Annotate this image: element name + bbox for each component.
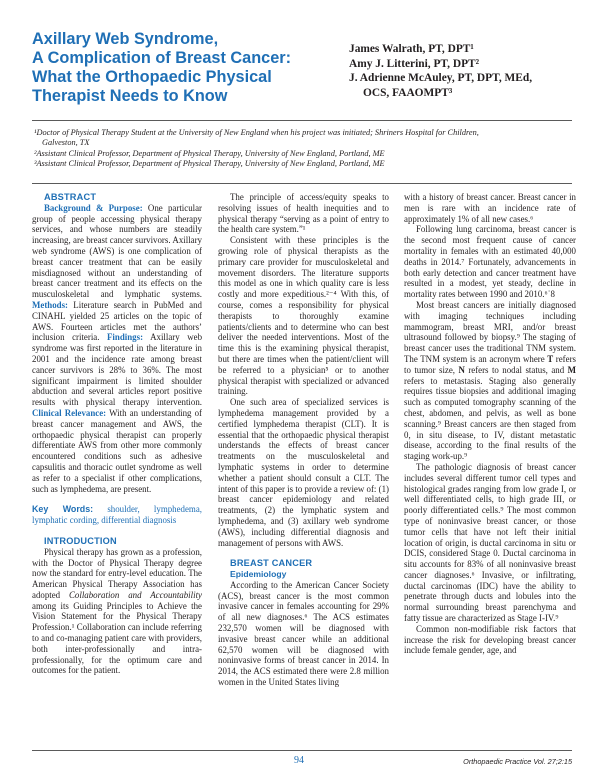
- staging-text-a: Most breast cancers are initially diagnosed with imaging techniques including mammogram, breast MRI, and/or breast ultrasound followed by biopsy.⁹ The staging of breast cancer uses the traditional TNM system. The TNM system is an acronym where: [404, 299, 576, 364]
- page-number: 94: [294, 755, 304, 766]
- body-paragraph: [404, 300, 576, 462]
- body-paragraph: The principle of access/equity speaks to resolving issues of health inequities and to physical therapy “serving as a point of entry to the health care system.”¹: [218, 192, 389, 235]
- body-paragraph: Common non-modifiable risk factors that increase the risk for developing breast cancer include female gender, age, and: [404, 623, 576, 656]
- footer-divider: [32, 750, 572, 751]
- author-1: James Walrath, PT, DPT¹: [349, 43, 474, 55]
- findings-label: Findings:: [107, 332, 144, 343]
- background-text: One particular group of people accessing physical therapy services, and whose numbers are steadily increasing, are breast cancer survivors. Axillary web syndrome (AWS) is one complication of breast cancer treatment that can be easily misdiagnosed without an understanding of breast cancer treatment and its effects on the musculoskeletal and lymphatic systems.: [32, 202, 202, 300]
- title-line: What the Orthopaedic Physical: [32, 68, 272, 86]
- journal-citation: Orthopaedic Practice Vol. 27;2:15: [463, 757, 572, 766]
- clinical-relevance-label: Clinical Relevance:: [32, 407, 107, 418]
- author-3: J. Adrienne McAuley, PT, DPT, MEd,: [349, 72, 533, 85]
- body-paragraph: Following lung carcinoma, breast cancer is the second most frequent cause of cancer mortality in females with an estimated 40,000 deaths in 2014.⁷ Fortunately, advancements in both early detection and cancer treatment have resulted in a modest, yet steady, decline in mortality rates between 1990 and 2010.⁶˙8: [404, 224, 576, 300]
- methods-text: Literature search in PubMed and CINAHL yielded 25 articles on the topic of AWS. Fourteen articles met the authors’ inclusion criteria.: [32, 299, 202, 343]
- keywords-label: Key Words:: [32, 504, 94, 515]
- abstract-paragraph: [32, 203, 202, 495]
- intro-text-b: among its Guiding Principles to Achieve the Vision Statement for the Physical Therapy Profession.¹ Collaboration can include referring to and co-managing patient care with providers, both inter-professionally and intra-professionally, for the optimum care and outcomes for the patient.: [32, 600, 202, 676]
- article-title: [32, 30, 332, 106]
- intro-text-a: Physical therapy has grown as a profession, with the Doctor of Physical Therapy degree now the standard for entry-level education. The American Physical Therapy Association has adopted: [32, 546, 202, 600]
- intro-italic-text: Collaboration and Accountability: [69, 589, 202, 600]
- column-3: [404, 192, 576, 656]
- author-2: Amy J. Litterini, PT, DPT²: [349, 57, 480, 70]
- title-line: Axillary Web Syndrome,: [32, 30, 219, 48]
- introduction-heading: INTRODUCTION: [44, 535, 117, 546]
- body-paragraph: with a history of breast cancer. Breast cancer in men is rare with an incidence rate of approximately 1% of all new cases.⁶: [404, 192, 576, 224]
- affiliation-1-continued: Galveston, TX: [42, 138, 90, 148]
- epidemiology-subheading: Epidemiology: [230, 569, 287, 580]
- body-paragraph: The pathologic diagnosis of breast cancer includes several different tumor cell types and histological grades ranging from low grade I, or well differentiated cells, to high grade III, or poorly differentiated cells.⁹ The most common type of noninvasive breast cancer, or those tumor cells that have not left their initial location of origin, is ductal carcinoma in situ or DCIS, considered Stage 0. Ductal carcinoma in situ accounts for 83% of all noninvasive breast cancer diagnoses.⁶ Invasive, or infiltrating, ductal carcinomas (IDC) have the ability to penetrate through ducts and lobules into the normal surrounding breast parenchyma and fatty tissue are characterized as Stage I-IV.⁹: [404, 461, 576, 624]
- staging-text-b: refers to tumor size,: [404, 353, 576, 375]
- introduction-paragraph: [32, 547, 202, 677]
- author-list: [349, 42, 579, 100]
- affiliations: [34, 128, 574, 170]
- tnm-t: T: [547, 353, 554, 364]
- tnm-n: N: [458, 364, 465, 375]
- body-paragraph: According to the American Cancer Society (ACS), breast cancer is the most common invasive cancer in females accounting for 29% of all new diagnoses.⁶ The ACS estimates 232,570 women will be diagnosed with invasive breast cancer while an additional 62,570 women will be diagnosed with noninvasive forms of breast cancer in 2014. In 2014, the ACS estimated there were 2.8 million women in the United States living: [218, 579, 389, 688]
- keywords: [32, 504, 202, 526]
- staging-text-c: refers to nodal status, and: [464, 364, 568, 375]
- title-line: A Complication of Breast Cancer:: [32, 49, 292, 67]
- abstract-heading: ABSTRACT: [44, 192, 97, 202]
- tnm-m: M: [567, 364, 576, 375]
- title-line: Therapist Needs to Know: [32, 87, 228, 105]
- background-label: Background & Purpose:: [44, 202, 143, 213]
- staging-text-d: refers to metastasis. Staging also generally requires tissue biopsies and additional imaging such as computed tomography scanning of the chest, abdomen, and pelvis, as well as bone scanning.⁹ Breast cancers are then staged from 0, in situ disease, to IV, distant metastatic disease, according to the final results of the staging work-up.⁹: [404, 375, 576, 462]
- affiliation-2: ²Assistant Clinical Professor, Department of Physical Therapy, University of New England, Portland, ME: [34, 148, 385, 158]
- affiliation-1: ¹Doctor of Physical Therapy Student at the University of New England when his project was initiated; Shriners Hospital for Children,: [34, 128, 479, 137]
- body-paragraph: Consistent with these principles is the growing role of physical therapists as the primary care provider for musculoskeletal and movement disorders. The literature supports this model as one in which quality care is less costly and more expeditious.²⁻⁴ With this, of course, comes a responsibility for physical therapists to thoroughly examine patients/clients and to determine who can best deliver the needed interventions. Most of the time this is the examining physical therapist, but there are times when the patient/client will be referred to a physician⁵ or to another physical therapist with specialized or advanced training.: [218, 235, 389, 397]
- findings-text: Axillary web syndrome was first reported in the literature in 2001 and the incidence rate among breast cancer survivors is 28% to 36%. The most significant impairment is limited shoulder abduction and several articles report positive results with physical therapy intervention.: [32, 332, 203, 408]
- affiliation-3: ³Assistant Clinical Professor, Department of Physical Therapy, University of New England, Portland, ME: [34, 159, 385, 169]
- header-divider: [32, 120, 572, 121]
- methods-label: Methods:: [32, 299, 68, 310]
- page-footer: [32, 750, 572, 772]
- clinical-relevance-text: With an understanding of breast cancer management and AWS, the orthopaedic physical therapist can properly differentiate AWS from other more commonly encountered conditions such as adhesive capsulitis and thoracic outlet syndrome as well as refer to a specialist if other complications, such as lymphedema, are present.: [32, 407, 203, 494]
- column-1: [32, 192, 202, 676]
- keywords-text: shoulder, lymphedema, lymphatic cording, differential diagnosis: [32, 504, 202, 526]
- body-paragraph: One such area of specialized services is lymphedema management provided by a certified lymphedema therapist (CLT). It is essential that the orthopaedic physical therapist understands the effects of breast cancer treatments on the musculoskeletal and lymphatic systems in order to determine whether a patient should consult a CLT. The intent of this paper is to provide a review of: (1) breast cancer epidemiology and related treatments, (2) the lymphatic system and lymphedema, and (3) axillary web syndrome (AWS), including differential diagnosis and management of persons with AWS.: [218, 397, 389, 548]
- column-2: [218, 192, 389, 688]
- author-3-credentials: OCS, FAAOMPT³: [363, 86, 453, 99]
- affiliation-divider: [32, 183, 572, 184]
- breast-cancer-heading: BREAST CANCER: [230, 558, 313, 569]
